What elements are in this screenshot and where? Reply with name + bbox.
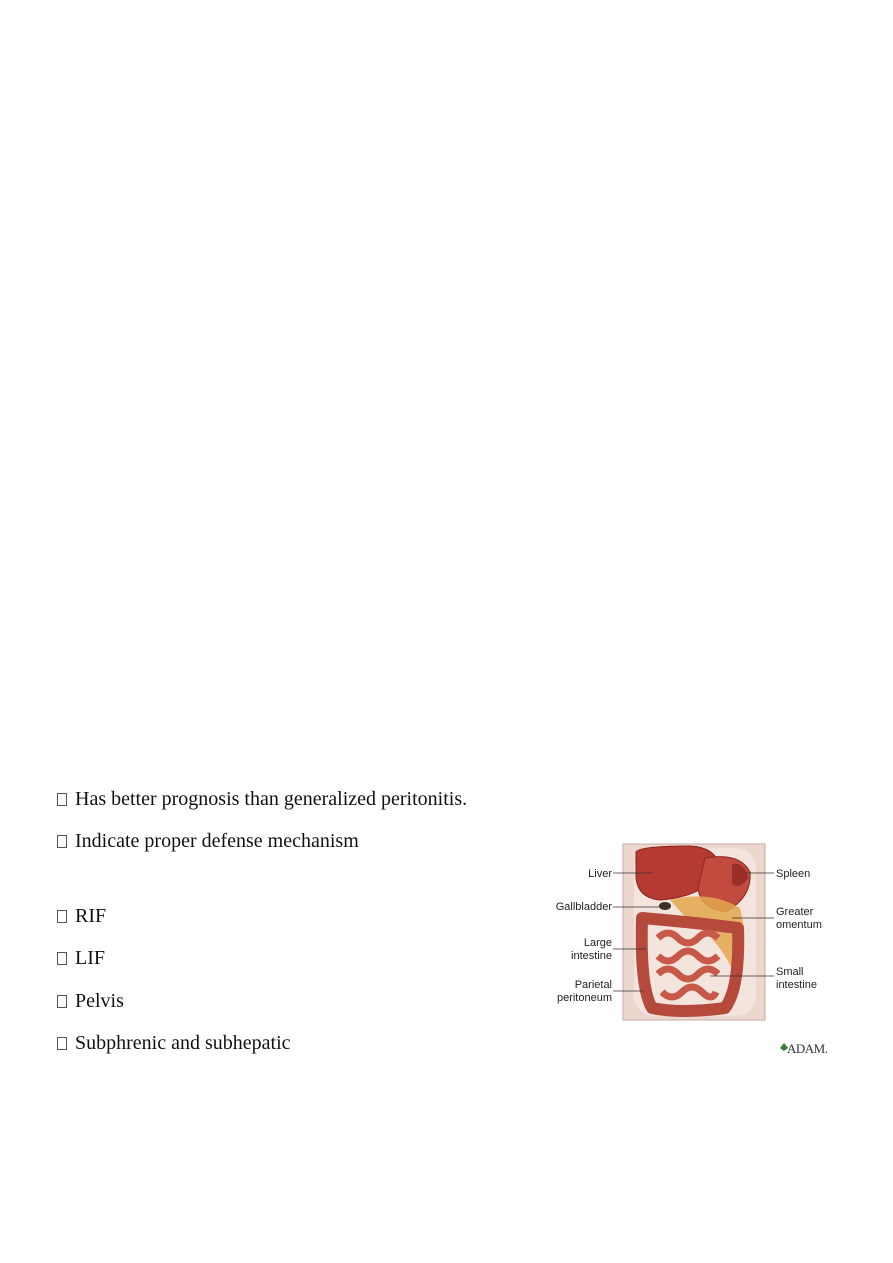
adam-logo-text: ADAM.	[787, 1041, 828, 1056]
bullet-box-icon	[57, 952, 67, 965]
label-large-intestine-line2: intestine	[571, 950, 612, 962]
bullet-box-icon	[57, 793, 67, 806]
bullet-box-icon	[57, 835, 67, 848]
label-greater-omentum-line2: omentum	[776, 919, 822, 931]
anatomy-illustration	[540, 838, 840, 1063]
bullet-item	[57, 787, 467, 811]
label-parietal-peritoneum-line2: peritoneum	[556, 992, 612, 1004]
bullet-box-icon	[57, 1037, 67, 1050]
label-small-intestine-line2: intestine	[776, 979, 817, 991]
bullet-text: Indicate proper defense mechanism	[75, 830, 359, 852]
bullet-text: Pelvis	[75, 990, 124, 1012]
bullet-item	[57, 989, 124, 1013]
label-parietal-peritoneum-line1: Parietal	[574, 979, 612, 991]
abdominal-anatomy-figure	[540, 838, 840, 1063]
bullet-text: Subphrenic and subhepatic	[75, 1032, 291, 1054]
bullet-box-icon	[57, 995, 67, 1008]
bullet-text: RIF	[75, 905, 107, 927]
bullet-item	[57, 946, 105, 970]
bullet-item	[57, 829, 359, 853]
gallbladder-shape	[659, 902, 671, 910]
label-small-intestine-line1: Small	[776, 966, 804, 978]
label-gallbladder: Gallbladder	[555, 901, 612, 913]
bullet-item	[57, 904, 106, 928]
bullet-item	[57, 1031, 291, 1055]
bullet-text: LIF	[75, 947, 105, 969]
label-greater-omentum-line1: Greater	[776, 906, 814, 918]
label-liver: Liver	[588, 868, 612, 880]
label-spleen: Spleen	[776, 868, 811, 880]
label-large-intestine-line1: Large	[583, 937, 612, 949]
bullet-text: Has better prognosis than generalized peritonitis.	[75, 788, 468, 810]
adam-logo	[780, 1041, 828, 1056]
bullet-box-icon	[57, 910, 67, 923]
